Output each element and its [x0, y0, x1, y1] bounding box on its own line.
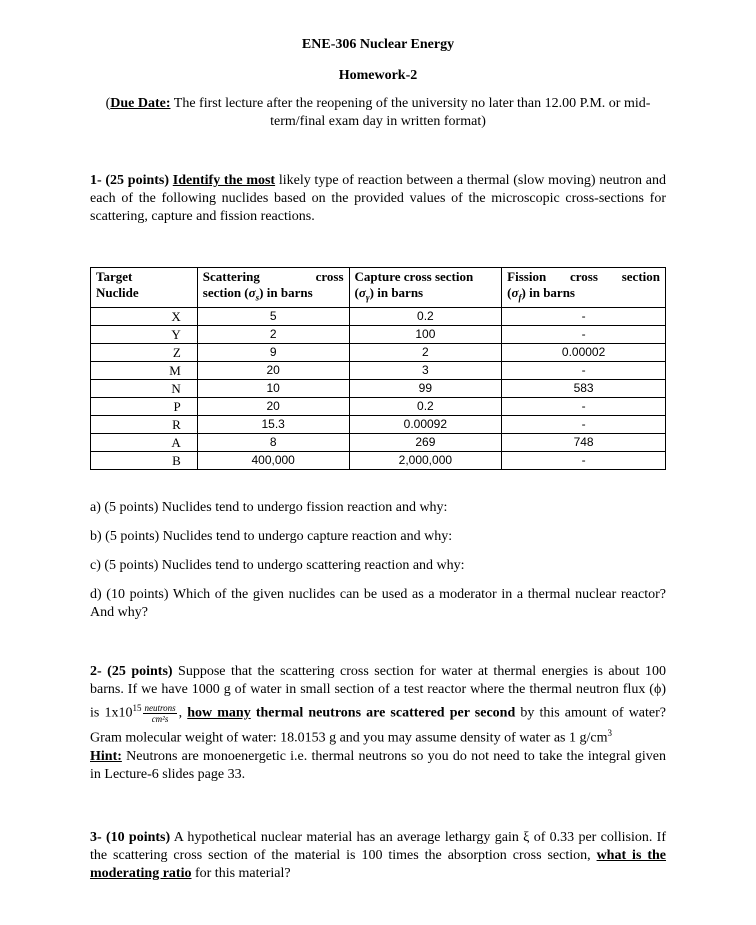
q3-text-1: A hypothetical nuclear material has an average lethargy gain ξ of 0.33 per collision. If the scattering cross section of the material is 100 times the absorption cross section,: [90, 830, 666, 863]
cell-nuclide: Y: [91, 325, 198, 343]
q3-number: 3- (10 points): [90, 830, 171, 845]
cell-fission: -: [502, 325, 666, 343]
cell-capture: 99: [349, 379, 502, 397]
cell-fission: -: [502, 451, 666, 469]
question-3: [90, 829, 666, 883]
hint-label: Hint:: [90, 748, 122, 764]
cell-capture: 2: [349, 343, 502, 361]
cell-fission: -: [502, 397, 666, 415]
q2-number: 2- (25 points): [90, 664, 173, 679]
cell-nuclide: R: [91, 415, 198, 433]
q2-how-many: how many: [187, 705, 251, 721]
header-target: Target Nuclide: [91, 268, 198, 308]
cell-fission: 748: [502, 433, 666, 451]
cell-capture: 0.2: [349, 397, 502, 415]
table-row: [91, 433, 666, 451]
table-row: [91, 343, 666, 361]
header-capture: Capture cross section $(\sigma_\gamma)$ in barns: [349, 268, 502, 308]
cell-scattering: 10: [197, 379, 349, 397]
due-date-label: Due Date:: [110, 96, 171, 111]
course-title: ENE-306 Nuclear Energy: [301, 37, 455, 52]
cell-scattering: 20: [197, 397, 349, 415]
question-1: [90, 172, 666, 226]
cell-fission: 0.00002: [502, 343, 666, 361]
table-row: [91, 415, 666, 433]
cell-scattering: 2: [197, 325, 349, 343]
cell-fission: -: [502, 307, 666, 325]
table-row: [91, 325, 666, 343]
q2-bold-text: thermal neutrons are scattered per second: [250, 705, 516, 721]
cell-nuclide: P: [91, 397, 198, 415]
subquestion-a: a) (5 points) Nuclides tend to undergo fission reaction and why:: [90, 500, 448, 515]
cell-capture: 100: [349, 325, 502, 343]
table-row: [91, 379, 666, 397]
hint-text: Neutrons are monoenergetic i.e. thermal neutrons so you do not need to take the integral given in Lecture-6 slides page 33.: [90, 748, 666, 782]
cell-scattering: 15.3: [197, 415, 349, 433]
q2-flux-unit-num: neutrons: [144, 702, 176, 713]
cell-nuclide: X: [91, 307, 198, 325]
q3-emphasis: what is the moderating ratio: [90, 848, 667, 881]
table-row: [91, 451, 666, 469]
q1-text: likely type of reaction between a thermal (slow moving) neutron and each of the following nuclides based on the provided values of the microscopic cross-sections for scattering, capture and fission reactions.: [90, 173, 666, 224]
cell-fission: -: [502, 415, 666, 433]
cell-scattering: 5: [197, 307, 349, 325]
homework-title: Homework-2: [338, 68, 418, 83]
cell-nuclide: A: [91, 433, 198, 451]
cell-capture: 0.2: [349, 307, 502, 325]
cell-capture: 0.00092: [349, 415, 502, 433]
q2-cube: 3: [607, 727, 612, 738]
q1-emphasis: Identify the most: [172, 173, 276, 188]
cell-capture: 3: [349, 361, 502, 379]
table-header-row: [91, 268, 666, 308]
cell-scattering: 20: [197, 361, 349, 379]
cell-nuclide: B: [91, 451, 198, 469]
cell-scattering: 9: [197, 343, 349, 361]
table-row: [91, 361, 666, 379]
cell-nuclide: M: [91, 361, 198, 379]
cell-nuclide: N: [91, 379, 198, 397]
table-row: [91, 397, 666, 415]
subquestion-d: d) (10 points) Which of the given nuclides can be used as a moderator in a thermal nuclear reactor? And why?: [90, 587, 666, 620]
due-date-text: The first lecture after the reopening of the university no later than 12.00 P.M. or mid-term/final exam day in written format): [170, 96, 651, 129]
question-2: [90, 663, 666, 784]
subquestion-c: c) (5 points) Nuclides tend to undergo scattering reaction and why:: [90, 558, 465, 573]
q2-flux-unit-den: cm²s: [151, 713, 169, 724]
cell-scattering: 8: [197, 433, 349, 451]
cell-fission: -: [502, 361, 666, 379]
cell-capture: 2,000,000: [349, 451, 502, 469]
table-row: [91, 307, 666, 325]
due-open-paren: (: [105, 96, 111, 111]
q2-exponent: 15: [132, 703, 142, 713]
cell-nuclide: Z: [91, 343, 198, 361]
q2-text-2: by this amount of water? Gram molecular weight of water: 18.0153 g and you may assume density of water as 1 g/cm: [90, 705, 666, 746]
cell-scattering: 400,000: [197, 451, 349, 469]
cross-section-table: [90, 267, 666, 470]
due-date: [0, 95, 756, 131]
q3-text-2: for this material?: [191, 866, 291, 881]
q1-number: 1- (25 points): [90, 173, 173, 188]
cell-capture: 269: [349, 433, 502, 451]
q2-flux-unit: [143, 703, 176, 724]
header-scattering: Scattering cross section $(\sigma_s)$ in barns: [197, 268, 349, 308]
subquestion-b: b) (5 points) Nuclides tend to undergo capture reaction and why:: [90, 529, 453, 544]
q2-comma: ,: [178, 705, 188, 721]
cell-fission: 583: [502, 379, 666, 397]
q2-text-1: Suppose that the scattering cross section for water at thermal energies is about 100 barns. If we have 1000 g of water in small section of a test reactor where the thermal neutron flux (ϕ) is 1x10: [90, 664, 667, 721]
header-fission: Fission cross section $(\sigma_f)$ in barns: [502, 268, 666, 308]
